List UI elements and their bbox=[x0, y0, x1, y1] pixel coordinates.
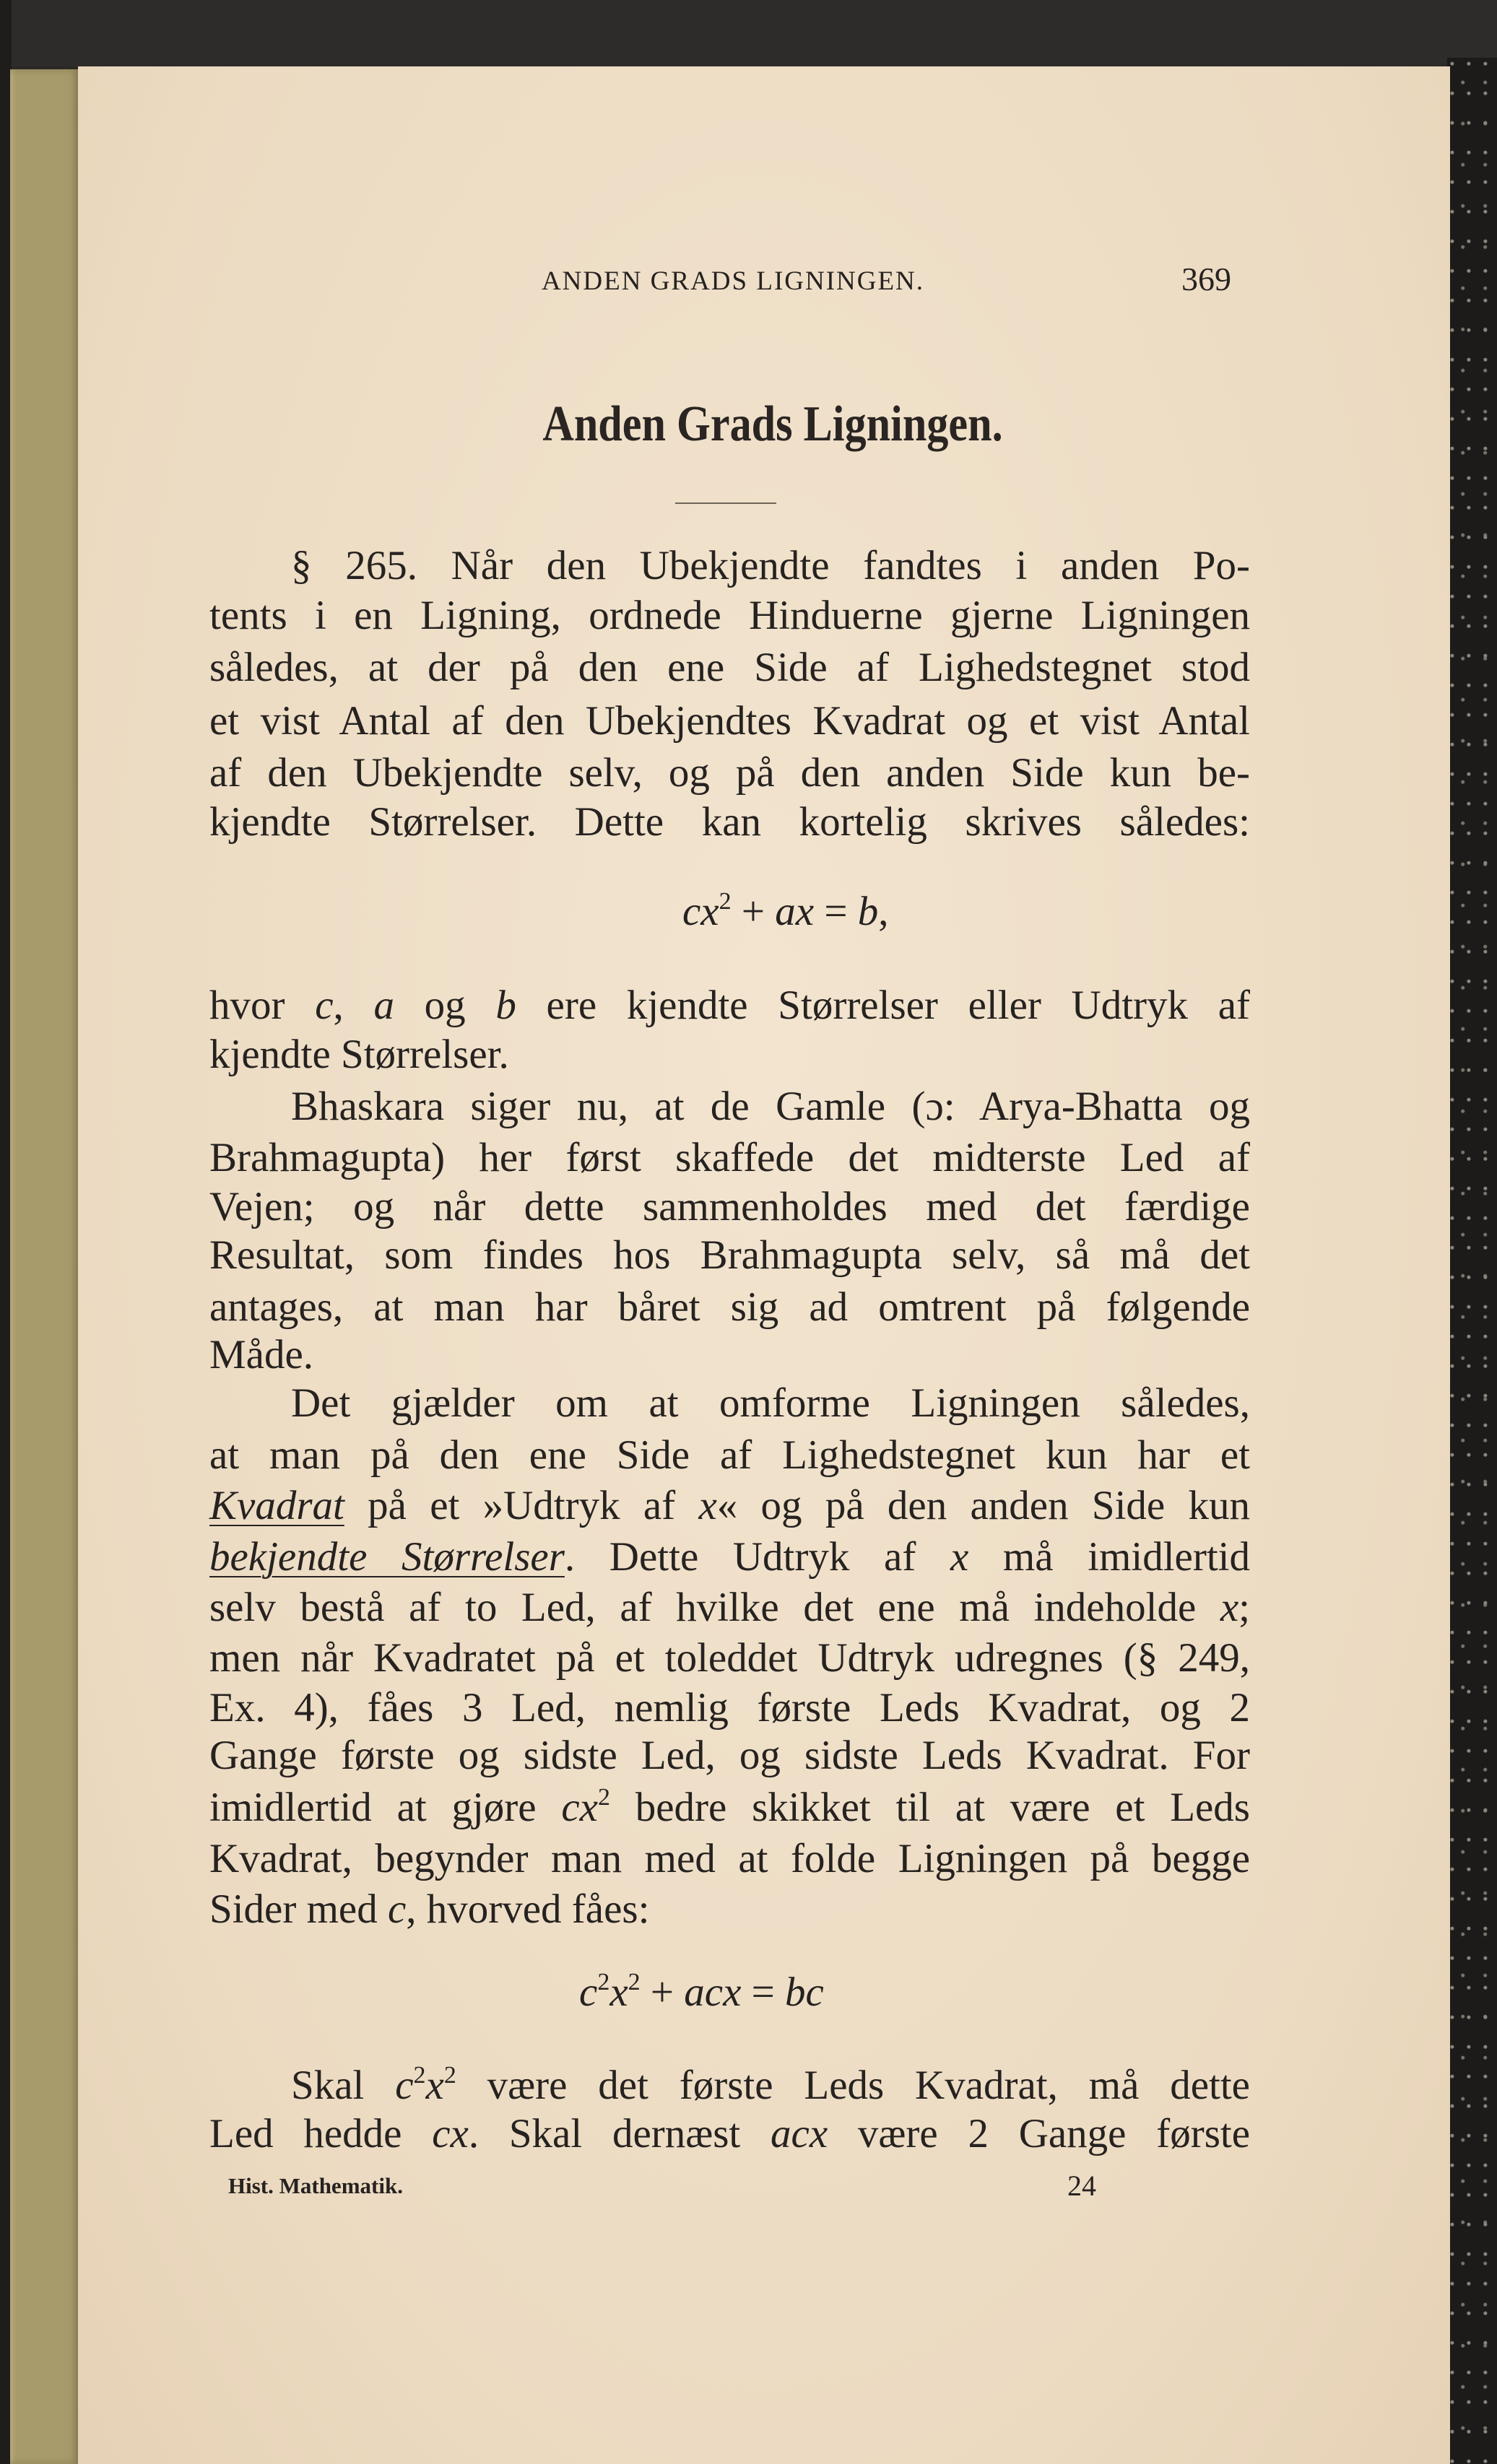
italic-run: bekjendte Størrelser bbox=[209, 1534, 565, 1580]
superscript: 2 bbox=[413, 2062, 426, 2089]
text-run: således, at der på den ene Side af Lighedstegnet stod bbox=[209, 645, 1250, 690]
footer-sheet-number: 24 bbox=[1067, 2169, 1096, 2202]
text-line bbox=[209, 1282, 1250, 1333]
section-title: Anden Grads Ligningen. bbox=[542, 396, 1003, 452]
italic-run: bc bbox=[785, 1969, 824, 2015]
text-line bbox=[209, 643, 1250, 693]
equation-1 bbox=[682, 887, 888, 937]
text-run: + bbox=[731, 889, 776, 934]
text-line bbox=[209, 1834, 1250, 1884]
text-run: og bbox=[394, 983, 496, 1028]
text-run: hvor bbox=[209, 983, 316, 1028]
text-run: , hvorved fåes: bbox=[406, 1886, 650, 1932]
text-run: , bbox=[878, 889, 889, 934]
equation-2 bbox=[579, 1967, 824, 2018]
italic-run: acx bbox=[684, 1969, 742, 2015]
text-run: « og på den anden Side kun bbox=[716, 1483, 1250, 1528]
text-run: . Skal dernæst bbox=[468, 2111, 771, 2156]
text-line bbox=[209, 748, 1250, 798]
italic-run: cx bbox=[682, 889, 719, 934]
text-run: = bbox=[814, 889, 858, 934]
italic-run: x bbox=[950, 1534, 969, 1580]
running-head: ANDEN GRADS LIGNINGEN. bbox=[541, 266, 925, 296]
superscript: 2 bbox=[719, 888, 732, 915]
text-run: Ex. 4), fåes 3 Led, nemlig første Leds Kvadrat, og 2 bbox=[209, 1685, 1250, 1731]
italic-run: c bbox=[387, 1886, 407, 1932]
italic-run: x bbox=[698, 1483, 717, 1528]
text-run: Led hedde bbox=[209, 2111, 433, 2156]
text-run: + bbox=[640, 1969, 685, 2015]
text-line bbox=[209, 1378, 1250, 1429]
text-run: bedre skikket til at være et Leds bbox=[609, 1785, 1250, 1830]
text-run: antages, at man har båret sig ad omtrent på følgende bbox=[209, 1284, 1250, 1330]
text-line bbox=[209, 1583, 1250, 1633]
text-run: Kvadrat, begynder man med at folde Ligningen på begge bbox=[209, 1836, 1250, 1881]
italic-run: ax bbox=[775, 889, 815, 934]
italic-run: Kvadrat bbox=[209, 1483, 344, 1528]
scan-background-top bbox=[0, 0, 1497, 66]
text-line bbox=[209, 2060, 1250, 2111]
text-run: tents i en Ligning, ordnede Hinduerne gjerne Ligningen bbox=[209, 593, 1250, 638]
text-line bbox=[209, 1731, 1250, 1781]
text-run: = bbox=[741, 1969, 786, 2015]
text-run: på et »Udtryk af bbox=[344, 1483, 699, 1528]
text-run: Måde. bbox=[209, 1332, 314, 1377]
text-line bbox=[209, 1481, 1250, 1531]
italic-run: c bbox=[395, 2063, 414, 2108]
superscript: 2 bbox=[597, 1784, 610, 1811]
italic-run: c bbox=[315, 983, 334, 1028]
text-line bbox=[209, 2109, 1250, 2159]
superscript: 2 bbox=[443, 2062, 456, 2089]
italic-run: x bbox=[1220, 1585, 1239, 1630]
text-run: . Dette Udtryk af bbox=[564, 1534, 950, 1580]
text-run: , bbox=[333, 983, 374, 1028]
text-run: Det gjælder om at omforme Ligningen således, bbox=[291, 1380, 1250, 1426]
text-line bbox=[209, 1081, 1250, 1132]
page-number: 369 bbox=[1181, 261, 1231, 297]
text-run: at man på den ene Side af Lighedstegnet kun har et bbox=[209, 1432, 1250, 1478]
text-run: være det første Leds Kvadrat, må dette bbox=[456, 2063, 1250, 2108]
text-line bbox=[209, 1330, 1250, 1380]
italic-run: cx bbox=[432, 2111, 469, 2156]
text-line bbox=[209, 1230, 1250, 1281]
text-line bbox=[209, 591, 1250, 641]
italic-run: b bbox=[857, 889, 879, 934]
text-line bbox=[209, 1782, 1250, 1833]
text-run: Resultat, som findes hos Brahmagupta selv, så må det bbox=[209, 1232, 1250, 1278]
text-line bbox=[209, 541, 1250, 591]
text-run: Gange første og sidste Led, og sidste Leds Kvadrat. For bbox=[209, 1733, 1250, 1778]
superscript: 2 bbox=[628, 1969, 641, 1995]
text-line bbox=[209, 1029, 1250, 1080]
text-run: men når Kvadratet på et toleddet Udtryk udregnes (§ 249, bbox=[209, 1635, 1250, 1681]
book-spine-edge bbox=[10, 69, 79, 2464]
text-line bbox=[209, 980, 1250, 1031]
text-run: Vejen; og når dette sammenholdes med det færdige bbox=[209, 1184, 1250, 1229]
italic-run: cx bbox=[561, 1785, 598, 1830]
title-divider bbox=[675, 502, 776, 504]
text-run: af den Ubekjendte selv, og på den anden Side kun be- bbox=[209, 750, 1250, 796]
superscript: 2 bbox=[597, 1969, 610, 1995]
footer-signature: Hist. Mathematik. bbox=[228, 2173, 403, 2198]
italic-run: c bbox=[579, 1969, 598, 2015]
text-line bbox=[209, 1133, 1250, 1183]
text-run: imidlertid at gjøre bbox=[209, 1785, 562, 1830]
text-run: et vist Antal af den Ubekjendtes Kvadrat og et vist Antal bbox=[209, 698, 1250, 744]
text-line bbox=[209, 1430, 1250, 1481]
text-run: selv bestå af to Led, af hvilke det ene må indeholde bbox=[209, 1585, 1220, 1630]
italic-run: x bbox=[609, 1969, 628, 2015]
text-line bbox=[209, 797, 1250, 848]
text-line bbox=[209, 1532, 1250, 1583]
text-run: kjendte Størrelser. bbox=[209, 1032, 509, 1077]
text-run: Skal bbox=[291, 2063, 396, 2108]
text-run: ; bbox=[1238, 1585, 1250, 1630]
text-line bbox=[209, 1182, 1250, 1232]
text-run: ere kjendte Størrelser eller Udtryk af bbox=[516, 983, 1251, 1028]
text-run: § 265. Når den Ubekjendte fandtes i anden Po- bbox=[291, 543, 1250, 588]
text-run: Brahmagupta) her først skaffede det midterste Led af bbox=[209, 1135, 1250, 1180]
text-line bbox=[209, 1884, 1250, 1935]
italic-run: b bbox=[495, 983, 516, 1028]
text-run: være 2 Gange første bbox=[828, 2111, 1251, 2156]
text-line bbox=[209, 696, 1250, 746]
italic-run: a bbox=[373, 983, 394, 1028]
book-cover-edge bbox=[1447, 58, 1497, 2464]
text-line bbox=[209, 1633, 1250, 1684]
text-run: Bhaskara siger nu, at de Gamle (ɔ: Arya-Bhatta og bbox=[291, 1084, 1250, 1129]
italic-run: acx bbox=[771, 2111, 828, 2156]
text-run: kjendte Størrelser. Dette kan kortelig skrives således: bbox=[209, 799, 1250, 845]
text-line bbox=[209, 1683, 1250, 1733]
text-run: Sider med bbox=[209, 1886, 388, 1932]
italic-run: x bbox=[425, 2063, 444, 2108]
text-run: må imidlertid bbox=[968, 1534, 1250, 1580]
